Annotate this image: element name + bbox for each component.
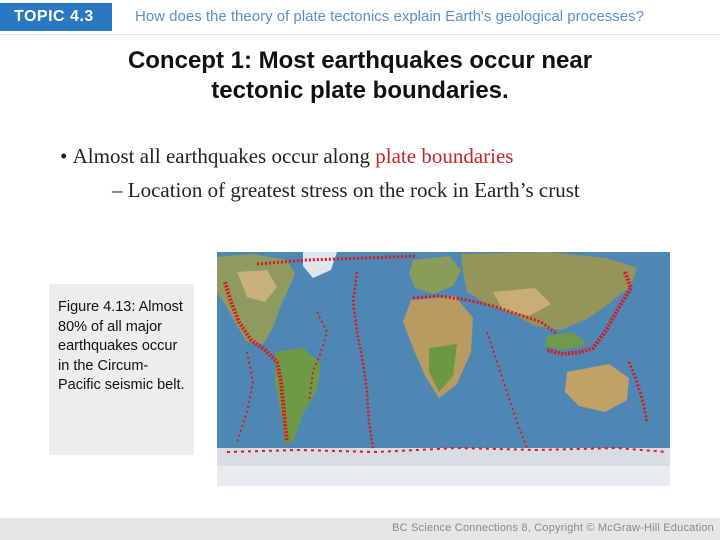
copyright-text: BC Science Connections 8, Copyright © McGraw-Hill Education — [392, 522, 714, 534]
slide-title-line-2: tectonic plate boundaries. — [211, 77, 509, 104]
bullet-highlight: plate boundaries — [375, 144, 514, 168]
earthquake-map-image — [217, 252, 670, 486]
bullet-text: Almost all earthquakes occur along — [72, 144, 376, 168]
slide-title-line-1: Concept 1: Most earthquakes occur near — [127, 47, 593, 74]
main-bullet — [60, 142, 680, 170]
sub-bullet: – Location of greatest stress on the rock in Earth’s crust — [112, 178, 580, 202]
footer-bar — [0, 518, 720, 540]
topic-badge: TOPIC 4.3 — [0, 3, 112, 31]
world-earthquake-map — [217, 252, 670, 486]
figure-caption: Figure 4.13: Almost 80% of all major earthquakes occur in the Circum-Pacific seismic belt. — [49, 284, 194, 455]
bullet-marker: • — [60, 144, 73, 168]
topic-question: How does the theory of plate tectonics explain Earth's geological processes? — [135, 8, 644, 25]
topic-header-bar — [0, 0, 720, 35]
slide-title — [40, 46, 680, 106]
